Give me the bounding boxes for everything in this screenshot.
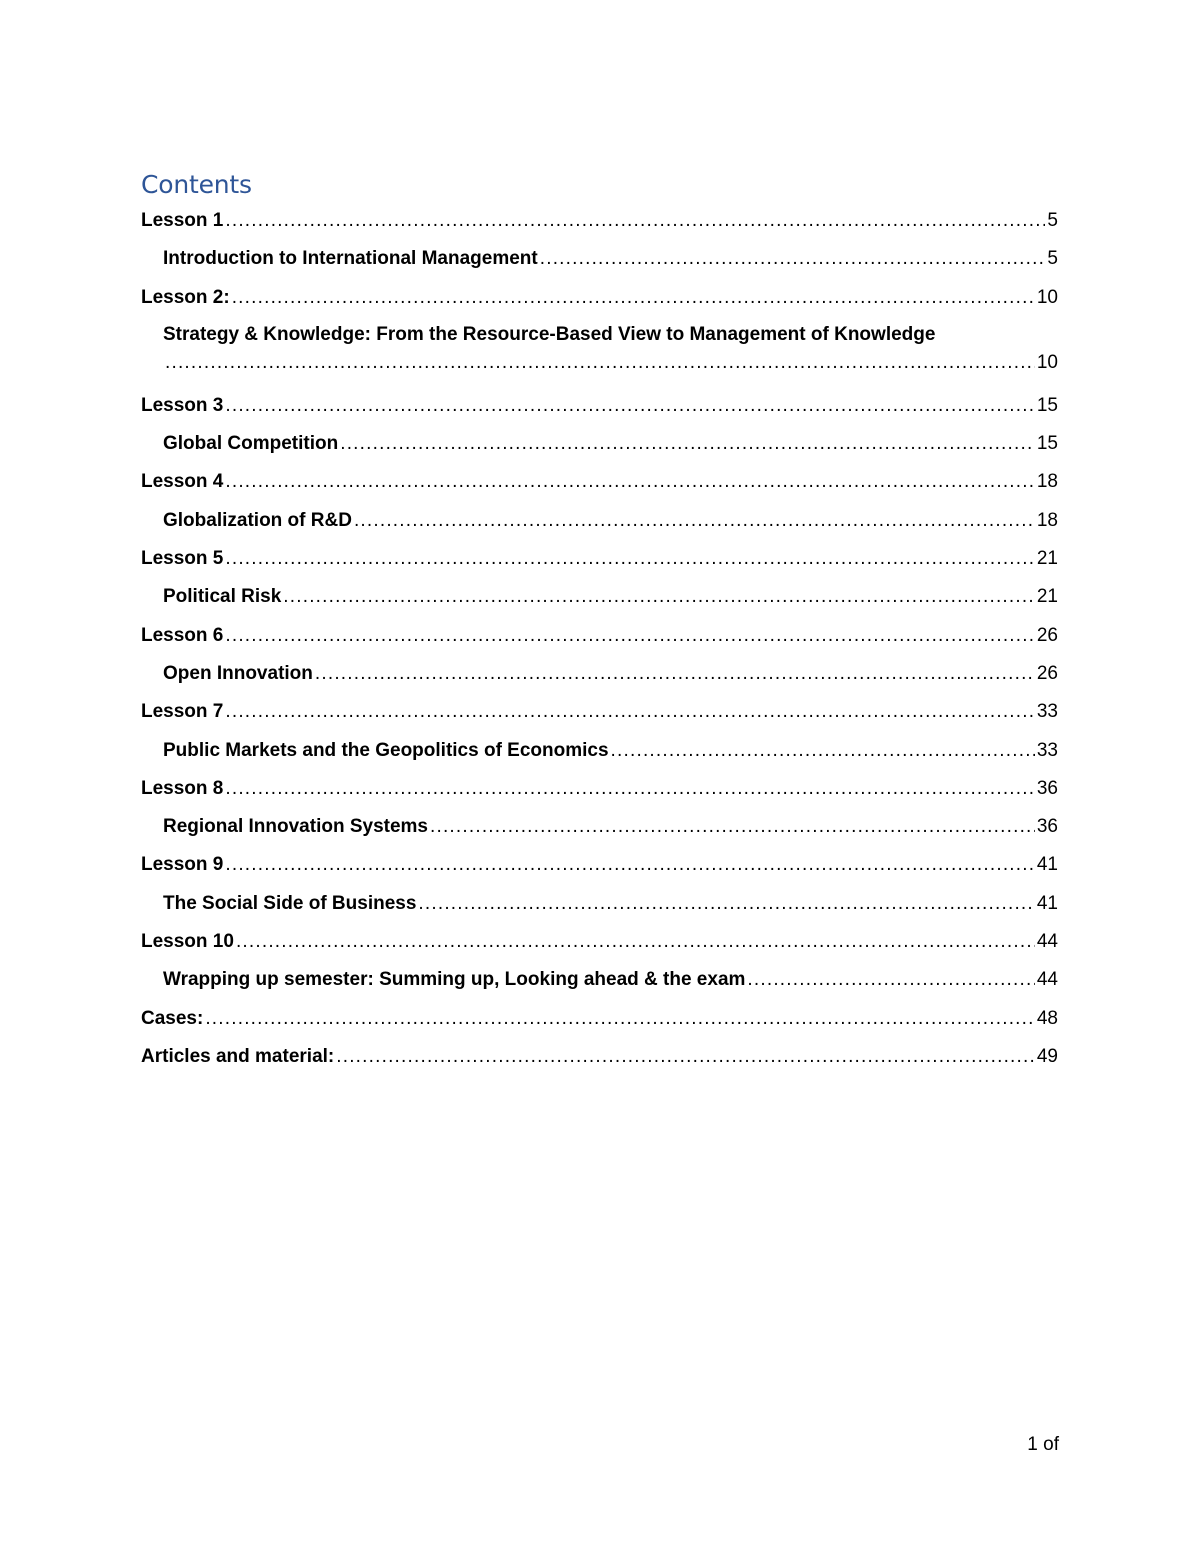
page-number: 1 of [1027, 1434, 1059, 1455]
toc-entry-page[interactable]: 33 [1036, 701, 1058, 723]
toc-entry-label[interactable]: Public Markets and the Geopolitics of Economics [163, 739, 609, 761]
toc-entry[interactable] [141, 1000, 1058, 1038]
toc-entry-label[interactable]: Wrapping up semester: Summing up, Looking ahead & the exam [163, 969, 746, 991]
toc-entry-page[interactable]: 21 [1036, 548, 1058, 570]
toc-subentry[interactable] [141, 885, 1058, 923]
toc-subentry[interactable] [141, 425, 1058, 463]
toc-entry-label[interactable]: Globalization of R&D [163, 509, 352, 531]
toc-entry[interactable] [141, 202, 1058, 240]
toc-subentry[interactable] [141, 502, 1058, 540]
toc-entry[interactable] [141, 279, 1058, 317]
toc-entry-label[interactable]: Lesson 5 [141, 548, 224, 570]
toc-entry-page[interactable]: 5 [1047, 248, 1058, 270]
toc-leader-dots [232, 279, 1035, 317]
toc-leader-dots [236, 923, 1035, 961]
toc-entry[interactable] [141, 540, 1058, 578]
toc-entry-page[interactable]: 5 [1047, 210, 1058, 231]
toc-leader-dots [747, 961, 1034, 999]
toc-entry-label[interactable]: Lesson 2: [141, 286, 230, 308]
toc-entry-label[interactable]: Cases: [141, 1007, 204, 1029]
toc-subentry[interactable] [141, 732, 1058, 770]
toc-subentry[interactable] [141, 240, 1058, 278]
toc-leader-dots [540, 240, 1046, 278]
toc-title: Contents [141, 170, 252, 199]
toc-entry-page[interactable]: 15 [1036, 394, 1058, 416]
toc-leader-dots [283, 578, 1035, 616]
toc-entry-label[interactable]: Lesson 1 [141, 210, 224, 231]
toc-entry-page[interactable]: 36 [1036, 816, 1058, 838]
toc-entry-label[interactable]: Regional Innovation Systems [163, 816, 428, 838]
toc-subentry[interactable] [141, 808, 1058, 846]
toc-entry-page[interactable]: 18 [1036, 509, 1058, 531]
toc-leader-dots [225, 693, 1034, 731]
toc-leader-dots [340, 425, 1035, 463]
toc-entry-page[interactable]: 10 [1036, 286, 1058, 308]
toc-subentry[interactable] [141, 317, 1058, 387]
toc-entry-page[interactable]: 44 [1036, 969, 1058, 991]
toc-entry-page[interactable]: 49 [1036, 1045, 1058, 1067]
toc-entry-page[interactable]: 41 [1036, 892, 1058, 914]
toc-entry-label[interactable]: Lesson 6 [141, 624, 224, 646]
toc-entry-label[interactable]: Lesson 10 [141, 931, 234, 953]
toc-entry[interactable] [141, 1038, 1058, 1076]
toc-entry-label[interactable]: Articles and material: [141, 1045, 335, 1067]
toc-entry-page[interactable]: 36 [1036, 777, 1058, 799]
toc-leader-dots [165, 349, 1035, 377]
toc-entry-label[interactable]: Lesson 3 [141, 394, 224, 416]
toc-entry-page[interactable]: 26 [1036, 662, 1058, 684]
toc-entry[interactable] [141, 693, 1058, 731]
toc-leader-dots [225, 846, 1034, 884]
toc-entry-label[interactable]: Lesson 9 [141, 854, 224, 876]
table-of-contents [141, 202, 1058, 1076]
toc-entry[interactable] [141, 617, 1058, 655]
toc-entry-page[interactable]: 15 [1036, 433, 1058, 455]
toc-entry-label[interactable]: Political Risk [163, 586, 282, 608]
toc-leader-dots [205, 1000, 1035, 1038]
toc-leader-dots [225, 617, 1034, 655]
toc-entry-page[interactable]: 41 [1036, 854, 1058, 876]
toc-subentry[interactable] [141, 961, 1058, 999]
toc-entry-page[interactable]: 21 [1036, 586, 1058, 608]
toc-entry[interactable] [141, 923, 1058, 961]
toc-leader-dots [354, 502, 1035, 540]
toc-leader-dots [225, 387, 1034, 425]
toc-entry[interactable] [141, 463, 1058, 501]
toc-entry-label[interactable]: Lesson 4 [141, 471, 224, 493]
toc-entry-label[interactable]: The Social Side of Business [163, 892, 417, 914]
toc-leader-dots [611, 732, 1035, 770]
toc-entry[interactable] [141, 846, 1058, 884]
toc-entry[interactable] [141, 387, 1058, 425]
toc-leader-dots [225, 202, 1045, 240]
toc-entry-page[interactable]: 48 [1036, 1007, 1058, 1029]
toc-entry-page[interactable]: 44 [1036, 931, 1058, 953]
toc-leader-dots [225, 770, 1034, 808]
toc-entry-label[interactable]: Lesson 8 [141, 777, 224, 799]
toc-subentry[interactable] [141, 655, 1058, 693]
toc-leader-dots [225, 463, 1034, 501]
toc-entry-label[interactable]: Introduction to International Management [163, 248, 538, 270]
toc-entry-page[interactable]: 26 [1036, 624, 1058, 646]
toc-entry[interactable] [141, 770, 1058, 808]
toc-entry-label[interactable]: Global Competition [163, 433, 339, 455]
toc-entry-page[interactable]: 10 [1036, 351, 1058, 373]
toc-entry-label[interactable]: Strategy & Knowledge: From the Resource-Based View to Management of Knowledge [163, 323, 936, 345]
toc-leader-dots [418, 885, 1034, 923]
toc-entry-page[interactable]: 18 [1036, 471, 1058, 493]
toc-entry-label[interactable]: Open Innovation [163, 662, 313, 684]
toc-leader-dots [336, 1038, 1035, 1076]
toc-subentry[interactable] [141, 578, 1058, 616]
toc-leader-dots [315, 655, 1035, 693]
toc-entry-label[interactable]: Lesson 7 [141, 701, 224, 723]
toc-leader-dots [225, 540, 1034, 578]
toc-leader-dots [430, 808, 1035, 846]
toc-entry-page[interactable]: 33 [1036, 739, 1058, 761]
